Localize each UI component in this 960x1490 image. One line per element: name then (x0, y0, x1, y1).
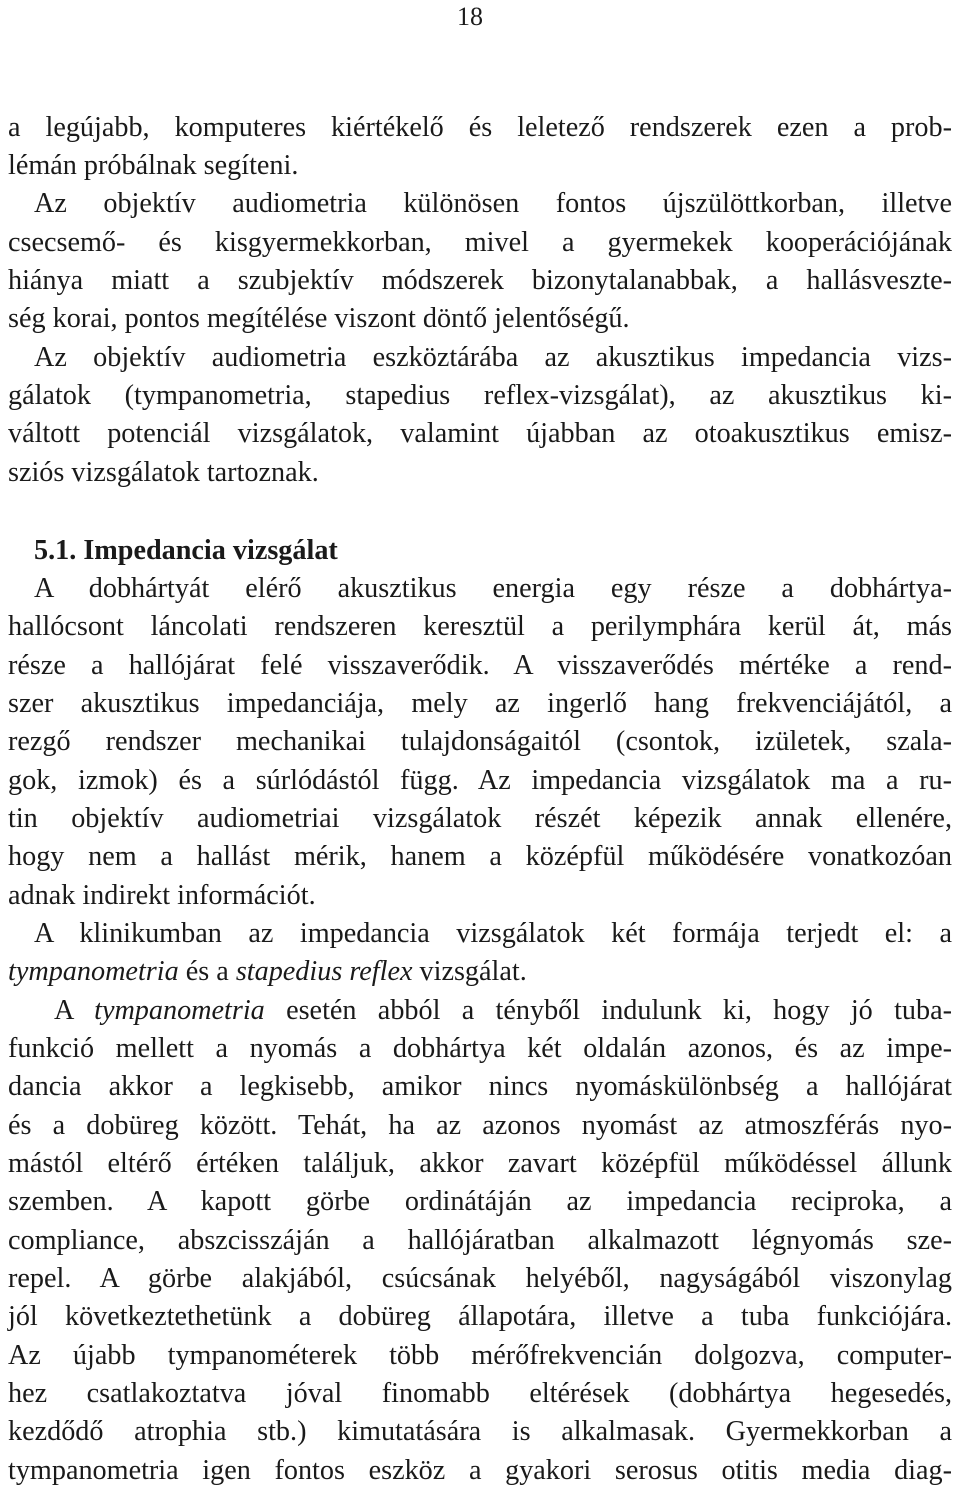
text-segment: Az objektív audiometria eszköztárába az akusztikus impedancia vizs- (34, 342, 952, 373)
text-segment: ség korai, pontos megítélése viszont döntő jelentőségű. (8, 303, 630, 334)
text-segment: A klinikumban az impedancia vizsgálatok két formája terjedt el: a (34, 918, 952, 949)
text-line (8, 1107, 952, 1145)
text-segment: tympanometria igen fontos eszköz a gyakori serosus otitis media diag- (8, 1455, 952, 1486)
text-segment: Az újabb tympanométerek több mérőfrekvencián dolgozva, computer- (8, 1340, 952, 1371)
text-line (8, 723, 952, 761)
text-segment: része a hallójárat felé visszaverődik. A visszaverődés mértéke a rend- (8, 650, 952, 681)
text-line (8, 838, 952, 876)
italic-term: tympanometria (94, 995, 265, 1026)
text-segment: A (54, 995, 95, 1026)
text-line (8, 262, 952, 300)
text-line (8, 147, 952, 185)
text-segment: szemben. A kapott görbe ordinátáján az impedancia reciproka, a (8, 1186, 952, 1217)
text-segment: hiánya miatt a szubjektív módszerek bizonytalanabbak, a hallásveszte- (8, 265, 952, 296)
text-segment: hez csatlakoztatva jóval finomabb eltérések (dobhártya hegesedés, (8, 1378, 952, 1409)
text-line (8, 185, 952, 223)
text-segment: adnak indirekt információt. (8, 880, 316, 911)
text-line (8, 1452, 952, 1490)
text-line (8, 339, 952, 377)
text-segment: dancia akkor a legkisebb, amikor nincs nyomáskülönbség a hallójárat (8, 1071, 952, 1102)
text-line (8, 1413, 952, 1451)
text-segment: rezgő rendszer mechanikai tulajdonságaitól (csontok, izületek, szala- (8, 726, 952, 757)
text-segment: sziós vizsgálatok tartoznak. (8, 457, 319, 488)
text-segment: esetén abból a tényből indulunk ki, hogy jó tuba- (264, 995, 952, 1026)
text-segment: gálatok (tympanometria, stapedius reflex-vizsgálat), az akusztikus ki- (8, 380, 952, 411)
text-line (8, 992, 952, 1030)
text-line (8, 1260, 952, 1298)
text-segment: Az objektív audiometria különösen fontos újszülöttkorban, illetve (34, 188, 952, 219)
text-line (8, 109, 952, 147)
text-line (8, 1375, 952, 1413)
text-segment: compliance, abszcisszáján a hallójáratban alkalmazott légnyomás sze- (8, 1225, 952, 1256)
text-segment: jól következtethetünk a dobüreg állapotára, illetve a tuba funkciójára. (8, 1301, 952, 1332)
text-line (8, 1030, 952, 1068)
text-segment: vizsgálat. (412, 956, 527, 987)
text-line (8, 1222, 952, 1260)
text-line (8, 915, 952, 953)
text-line (8, 800, 952, 838)
text-line (8, 953, 952, 991)
text-segment: funkció mellett a nyomás a dobhártya két oldalán azonos, és az impe- (8, 1033, 952, 1064)
text-segment: lémán próbálnak segíteni. (8, 150, 299, 181)
section-heading (8, 532, 952, 570)
text-line (8, 1337, 952, 1375)
text-line (8, 1145, 952, 1183)
text-segment: hogy nem a hallást mérik, hanem a középfül működésére vonatkozóan (8, 841, 952, 872)
text-line (8, 454, 952, 492)
text-segment: a legújabb, komputeres kiértékelő és leletező rendszerek ezen a prob- (8, 112, 952, 143)
text-segment: mástól eltérő értéken találjuk, akkor zavart középfül működéssel állunk (8, 1148, 952, 1179)
text-segment: és a dobüreg között. Tehát, ha az azonos nyomást az atmoszférás nyo- (8, 1110, 952, 1141)
text-segment: és a (178, 956, 236, 987)
text-line (8, 608, 952, 646)
text-line (8, 1183, 952, 1221)
text-line (8, 570, 952, 608)
text-segment: szer akusztikus impedanciája, mely az ingerlő hang frekvenciájától, a (8, 688, 952, 719)
text-line (8, 685, 952, 723)
text-segment: repel. A görbe alakjából, csúcsának helyéből, nagyságából viszonylag (8, 1263, 952, 1294)
text-segment: gok, izmok) és a súrlódástól függ. Az impedancia vizsgálatok ma a ru- (8, 765, 952, 796)
text-line (8, 300, 952, 338)
text-line (8, 877, 952, 915)
text-segment: kezdődő atrophia stb.) kimutatására is alkalmasak. Gyermekkorban a (8, 1416, 952, 1447)
page-number: 18 (457, 2, 483, 31)
text-line (8, 1068, 952, 1106)
text-line (8, 647, 952, 685)
text-segment: 5.1. Impedancia vizsgálat (34, 535, 338, 566)
text-line (8, 1298, 952, 1336)
italic-term: tympanometria (8, 956, 179, 987)
text-line (8, 762, 952, 800)
text-segment: csecsemő- és kisgyermekkorban, mivel a gyermekek kooperációjának (8, 227, 952, 258)
italic-term: stapedius reflex (235, 956, 413, 987)
text-segment: A dobhártyát elérő akusztikus energia egy része a dobhártya- (34, 573, 952, 604)
text-segment: váltott potenciál vizsgálatok, valamint újabban az otoakusztikus emisz- (8, 418, 952, 449)
text-line (8, 224, 952, 262)
text-line (8, 415, 952, 453)
text-segment: hallócsont láncolati rendszeren keresztül a perilymphára kerül át, más (8, 611, 952, 642)
text-segment: tin objektív audiometriai vizsgálatok részét képezik annak ellenére, (8, 803, 952, 834)
text-line (8, 377, 952, 415)
